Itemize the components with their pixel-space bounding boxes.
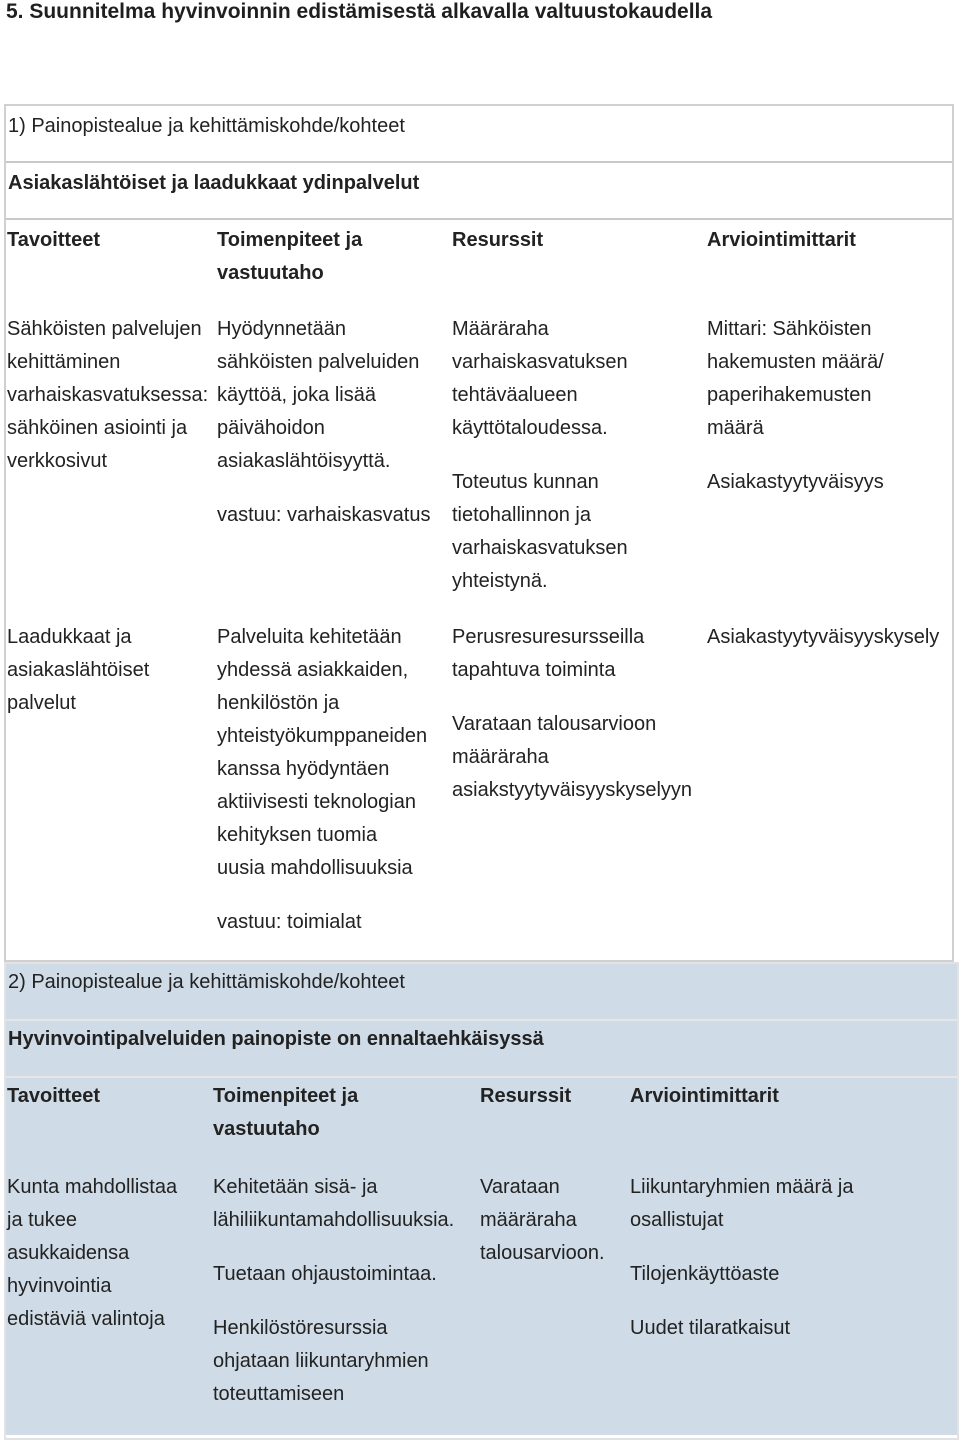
text-line: ja tukee [7, 1209, 78, 1231]
text-line: määräraha [452, 746, 549, 768]
text-line: varhaiskasvatuksen [452, 537, 628, 559]
text-line: Perusresuresursseilla [452, 626, 645, 648]
section1-header-toimenpiteet: Toimenpiteet ja vastuutaho [215, 219, 450, 309]
text-line: yhdessä asiakkaiden, [217, 659, 409, 681]
text-line: varhaiskasvatuksen [452, 351, 628, 373]
text-line: tehtäväalueen [452, 384, 578, 406]
text-line: määräraha [480, 1209, 577, 1231]
text-line: sähköinen asiointi ja [7, 417, 188, 439]
text-line: osallistujat [630, 1209, 724, 1231]
section1-header-resurssit: Resurssit [450, 219, 705, 309]
text-line: Henkilöstöresurssia [213, 1317, 388, 1339]
section1-header-arviointimittarit: Arviointimittarit [705, 219, 953, 309]
section2-header-arviointimittarit: Arviointimittarit [628, 1077, 958, 1167]
text-line: hakemusten määrä/ [707, 351, 884, 373]
s2-row-arviointimittarit: Liikuntaryhmien määrä ja osallistujat Tilojenkäyttöaste Uudet tilaratkaisut [628, 1167, 958, 1435]
text-line: verkkosivut [7, 450, 108, 472]
text-line: henkilöstön ja [217, 692, 340, 714]
text-line: Kunta mahdollistaa [7, 1176, 178, 1198]
section1-subtitle: Asiakaslähtöiset ja laadukkaat ydinpalvelut [5, 162, 953, 219]
text-line: kanssa hyödyntäen [217, 758, 390, 780]
text-line: yhteistyökumppaneiden [217, 725, 428, 747]
text-line: ohjataan liikuntaryhmien [213, 1350, 429, 1372]
text-line: tietohallinnon ja [452, 504, 591, 526]
text-line: aktiivisesti teknologian [217, 791, 416, 813]
section2-header-toimenpiteet: Toimenpiteet ja vastuutaho [211, 1077, 478, 1167]
row1-resurssit [450, 309, 705, 617]
text-line: Varataan [480, 1176, 560, 1198]
text-line: Asiakastyytyväisyyskysely [707, 626, 940, 648]
s2-row-resurssit [478, 1167, 628, 1435]
s2-row-toimenpiteet: Kehitetään sisä- ja lähiliikuntamahdollisuuksia. Tuetaan ohjaustoimintaa. Henkilöstöresurssia ohjataan liikuntaryhmien toteuttamiseen [211, 1167, 478, 1435]
text-line: kehityksen tuomia [217, 824, 378, 846]
text-line: lähiliikuntamahdollisuuksia. [213, 1209, 455, 1231]
text-line: asiakstyytyväisyyskyselyyn [452, 779, 693, 801]
section2-title: 2) Painopistealue ja kehittämiskohde/kohteet [5, 963, 958, 1020]
text-line: varhaiskasvatuksessa: [7, 384, 209, 406]
section1-table [4, 104, 954, 959]
text-line: sähköisten palveluiden [217, 351, 420, 373]
row2-toimenpiteet [215, 617, 450, 959]
section2-header-tavoitteet: Tavoitteet [5, 1077, 211, 1167]
row1-vastuu: vastuu: varhaiskasvatus [217, 504, 431, 526]
page-heading: 5. Suunnitelma hyvinvoinnin edistämisestä alkavalla valtuustokaudella [6, 0, 713, 23]
row2-tavoitteet [5, 617, 215, 959]
text-line: tapahtuva toiminta [452, 659, 616, 681]
section2-subtitle: Hyvinvointipalveluiden painopiste on ennaltaehkäisyssä [5, 1020, 958, 1077]
text-line: hyvinvointia [7, 1275, 112, 1297]
text-line: edistäviä valintoja [7, 1308, 165, 1330]
section1-title: 1) Painopistealue ja kehittämiskohde/kohteet [5, 105, 953, 162]
text-line: Varataan talousarvioon [452, 713, 657, 735]
text-line: asiakaslähtöiset [7, 659, 150, 681]
text-line: yhteistynä. [452, 570, 548, 592]
section2-header-resurssit: Resurssit [478, 1077, 628, 1167]
text-line: Hyödynnetään [217, 318, 346, 340]
text-line: toteuttamiseen [213, 1383, 345, 1405]
row2-vastuu: vastuu: toimialat [217, 911, 362, 933]
text-line: palvelut [7, 692, 76, 714]
text-line: määrä [707, 417, 764, 439]
row1-tavoitteet [5, 309, 215, 617]
text-line: Liikuntaryhmien määrä ja [630, 1176, 854, 1198]
text-line: asiakaslähtöisyyttä. [217, 450, 391, 472]
row2-arviointimittarit [705, 617, 953, 959]
text-line: Määräraha [452, 318, 549, 340]
text-line: Laadukkaat ja [7, 626, 132, 648]
text-line: käyttöä, joka lisää [217, 384, 376, 406]
text-line: uusia mahdollisuuksia [217, 857, 413, 879]
row1-toimenpiteet [215, 309, 450, 617]
row2-resurssit [450, 617, 705, 959]
text-line: Sähköisten palvelujen [7, 318, 202, 340]
text-line: Palveluita kehitetään [217, 626, 402, 648]
section1-header-tavoitteet: Tavoitteet [5, 219, 215, 309]
text-line: Kehitetään sisä- ja [213, 1176, 378, 1198]
text-line: käyttötaloudessa. [452, 417, 608, 439]
text-line: päivähoidon [217, 417, 325, 439]
section2-table [4, 962, 959, 1435]
text-line: Toteutus kunnan [452, 471, 599, 493]
text-line: asukkaidensa [7, 1242, 130, 1264]
text-line: Mittari: Sähköisten [707, 318, 872, 340]
text-line: kehittäminen [7, 351, 121, 373]
text-line: paperihakemusten [707, 384, 872, 406]
row1-arviointimittarit: Mittari: Sähköisten hakemusten määrä/ paperihakemusten määrä Asiakastyytyväisyys [705, 309, 953, 617]
text-line: talousarvioon. [480, 1242, 605, 1264]
s2-row-tavoitteet [5, 1167, 211, 1435]
